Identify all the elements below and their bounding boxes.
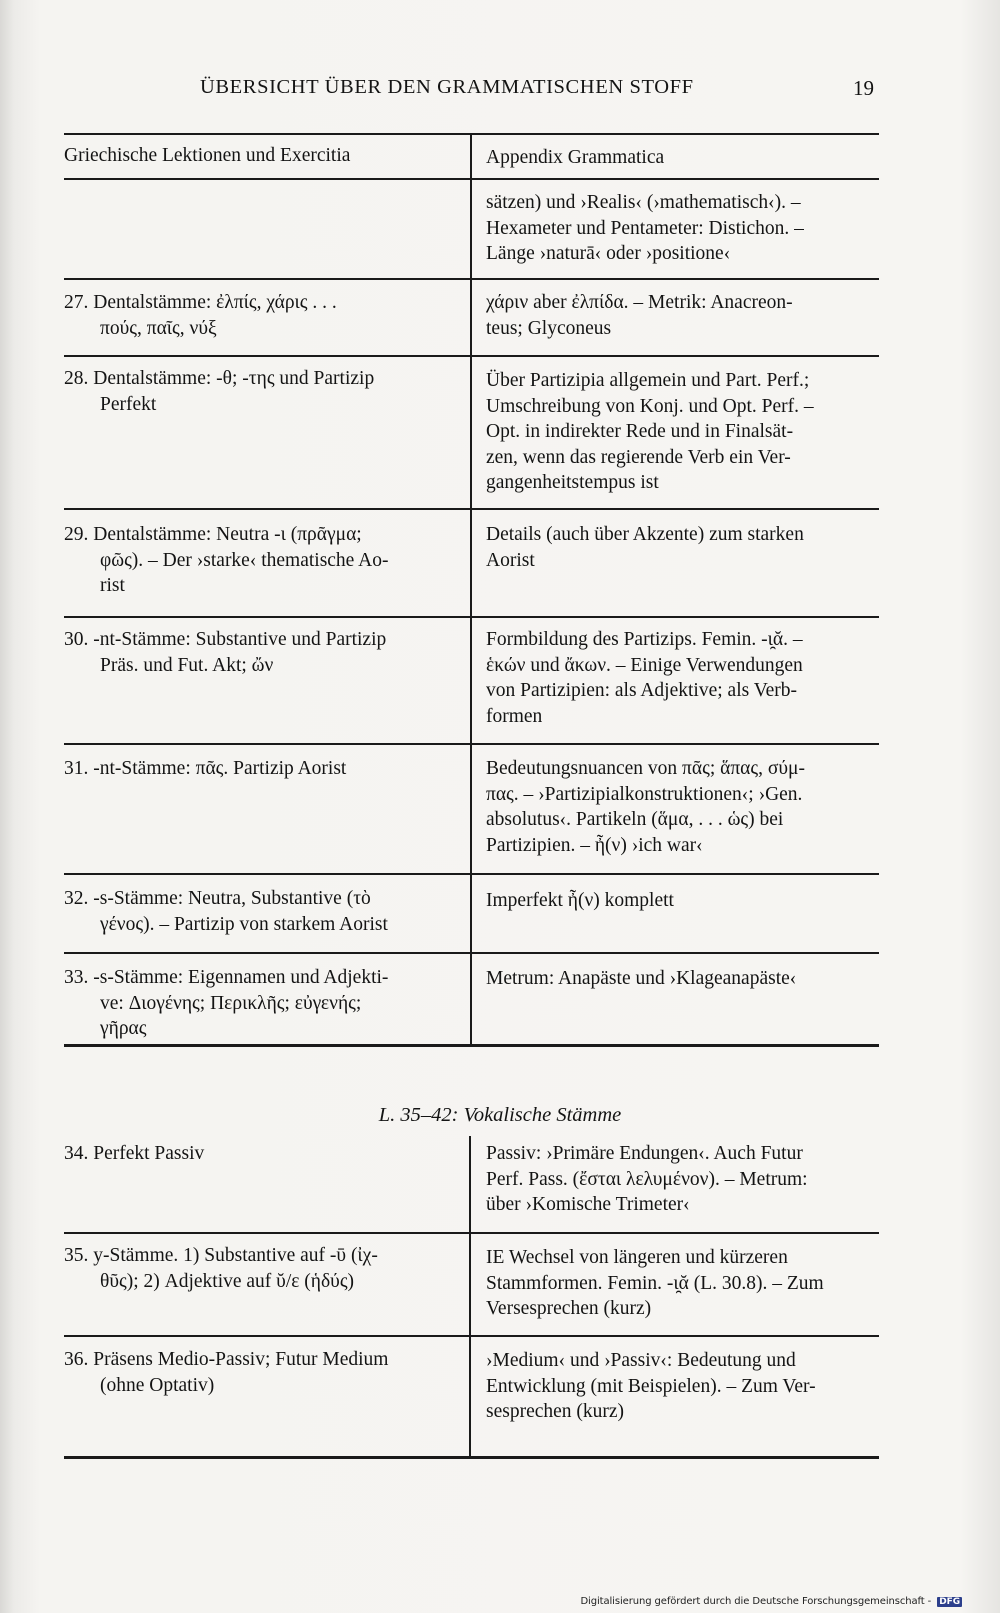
row-rule	[64, 508, 879, 510]
lesson-33-right	[486, 966, 879, 992]
grammar-line: Opt. in indirekter Rede und in Finalsät-	[486, 421, 794, 443]
column-divider	[469, 1136, 471, 1457]
lesson-line: φῶς). – Der ›starke‹ thematische Ao-	[100, 549, 389, 571]
lesson-line: 31. -nt-Stämme: πᾶς. Partizip Aorist	[64, 758, 347, 779]
lesson-line: θῦς); 2) Adjektive auf ῠ/ε (ἡδύς)	[100, 1270, 355, 1292]
grammar-line: Metrum: Anapäste und ›Klageanapäste‹	[486, 968, 797, 989]
grammar-line: πας. – ›Partizipialkonstruktionen‹; ›Gen.	[486, 783, 803, 805]
column-divider	[470, 133, 472, 1044]
running-head: ÜBERSICHT ÜBER DEN GRAMMATISCHEN STOFF	[200, 76, 694, 98]
lesson-line: rist	[100, 575, 125, 597]
grammar-line: Perf. Pass. (ἔσται λελυμένον). – Metrum:	[486, 1168, 808, 1190]
grammar-line: Umschreibung von Konj. und Opt. Perf. –	[486, 395, 814, 417]
row-rule	[64, 616, 879, 618]
grammar-line: Formbildung des Partizips. Femin. -ι̯ᾰ. –	[486, 629, 803, 650]
lesson-28-left	[64, 366, 454, 417]
left-column-header: Griechische Lektionen und Exercitia	[64, 145, 351, 166]
lesson-29-right	[486, 522, 879, 573]
row-rule	[64, 1232, 879, 1234]
lesson-line: 32. -s-Stämme: Neutra, Substantive (τὸ	[64, 888, 371, 909]
lesson-line: γένος). – Partizip von starkem Aorist	[100, 913, 388, 935]
footer-text: Digitalisierung gefördert durch die Deutsche Forschungsgemeinschaft -	[580, 1596, 932, 1607]
lesson-35-right	[486, 1245, 879, 1322]
grammar-line: IE Wechsel von längeren und kürzeren	[486, 1247, 788, 1268]
grammar-line: teus; Glyconeus	[486, 317, 612, 339]
lesson-line: 35. y-Stämme. 1) Substantive auf -ῡ (ἰχ-	[64, 1245, 378, 1266]
row-rule	[64, 873, 879, 875]
lesson-29-left	[64, 522, 454, 599]
continuation-line: Länge ›naturā‹ oder ›positione‹	[486, 243, 731, 265]
lesson-34-left	[64, 1141, 454, 1167]
lesson-32-right	[486, 888, 879, 914]
lesson-36-left	[64, 1347, 454, 1398]
grammar-line: Versesprechen (kurz)	[486, 1298, 652, 1320]
header-rule	[64, 178, 879, 180]
lesson-line: 34. Perfekt Passiv	[64, 1143, 205, 1164]
page-number: 19	[853, 76, 874, 100]
lesson-line: γῆρας	[100, 1018, 147, 1040]
lesson-line: ve: Διογένης; Περικλῆς; εὐγενής;	[100, 992, 362, 1014]
lesson-28-right	[486, 368, 879, 496]
continuation-line: Hexameter und Pentameter: Distichon. –	[486, 217, 804, 239]
table-bottom-rule	[64, 1456, 879, 1459]
lesson-30-left	[64, 627, 454, 678]
row-rule	[64, 952, 879, 954]
row-rule	[64, 355, 879, 357]
row-rule	[64, 743, 879, 745]
lesson-line: Perfekt	[100, 393, 157, 415]
section-heading: L. 35–42: Vokalische Stämme	[378, 1104, 622, 1126]
lesson-35-left	[64, 1243, 454, 1294]
lesson-line: 27. Dentalstämme: ἐλπίς, χάρις . . .	[64, 292, 337, 313]
lesson-27-left	[64, 290, 454, 341]
lesson-32-left	[64, 886, 454, 937]
grammar-line: ἑκών und ἄκων. – Einige Verwendungen	[486, 654, 803, 676]
lesson-line: 28. Dentalstämme: -θ; -της und Partizip	[64, 368, 375, 389]
lesson-27-right	[486, 290, 879, 341]
lesson-33-left	[64, 965, 454, 1042]
table-bottom-rule	[64, 1044, 879, 1047]
lesson-line: 29. Dentalstämme: Neutra -ι (πρᾶγμα;	[64, 524, 362, 545]
dfg-logo: DFG	[939, 1597, 960, 1607]
row-rule	[64, 278, 879, 280]
grammar-line: sesprechen (kurz)	[486, 1401, 625, 1423]
grammar-line: Imperfekt ἦ(ν) komplett	[486, 890, 674, 911]
grammar-line: χάριν aber ἐλπίδα. – Metrik: Anacreon-	[486, 292, 793, 313]
lesson-line: (ohne Optativ)	[100, 1374, 215, 1396]
grammar-line: Bedeutungsnuancen von πᾶς; ἅπας, σύμ-	[486, 758, 805, 779]
lesson-30-right	[486, 627, 879, 729]
lesson-36-right	[486, 1348, 879, 1425]
grammar-line: Aorist	[486, 549, 535, 571]
grammar-line: Über Partizipia allgemein und Part. Perf.;	[486, 370, 810, 391]
grammar-line: gangenheitstempus ist	[486, 472, 659, 494]
grammar-line: Passiv: ›Primäre Endungen‹. Auch Futur	[486, 1143, 803, 1164]
continuation-line: sätzen) und ›Realis‹ (›mathematisch‹). –	[486, 192, 801, 213]
grammar-line: zen, wenn das regierende Verb ein Ver-	[486, 446, 791, 468]
grammar-line: Partizipien. – ἦ(ν) ›ich war‹	[486, 834, 703, 856]
lesson-34-right	[486, 1141, 879, 1218]
grammar-line: formen	[486, 705, 543, 727]
right-column-header: Appendix Grammatica	[486, 147, 665, 168]
lesson-line: 30. -nt-Stämme: Substantive und Partizip	[64, 629, 387, 650]
grammar-line: ›Medium‹ und ›Passiv‹: Bedeutung und	[486, 1350, 796, 1371]
grammar-line: Entwicklung (mit Beispielen). – Zum Ver-	[486, 1375, 816, 1397]
lesson-line: 36. Präsens Medio-Passiv; Futur Medium	[64, 1349, 389, 1370]
row-rule	[64, 1335, 879, 1337]
lesson-31-right	[486, 756, 879, 858]
grammar-line: von Partizipien: als Adjektive; als Verb-	[486, 680, 798, 702]
lesson-line: πούς, παῖς, νύξ	[100, 317, 217, 339]
digitization-footer	[580, 1596, 962, 1607]
continuation-cell	[486, 190, 879, 267]
lesson-31-left	[64, 756, 454, 782]
grammar-line: über ›Komische Trimeter‹	[486, 1194, 690, 1216]
grammar-line: Stammformen. Femin. -ι̯ᾰ (L. 30.8). – Zum	[486, 1272, 824, 1294]
grammar-line: absolutus‹. Partikeln (ἅμα, . . . ὡς) bei	[486, 809, 784, 831]
lesson-line: 33. -s-Stämme: Eigennamen und Adjekti-	[64, 967, 389, 988]
grammar-line: Details (auch über Akzente) zum starken	[486, 524, 804, 545]
lesson-line: Präs. und Fut. Akt; ὤν	[100, 654, 274, 676]
